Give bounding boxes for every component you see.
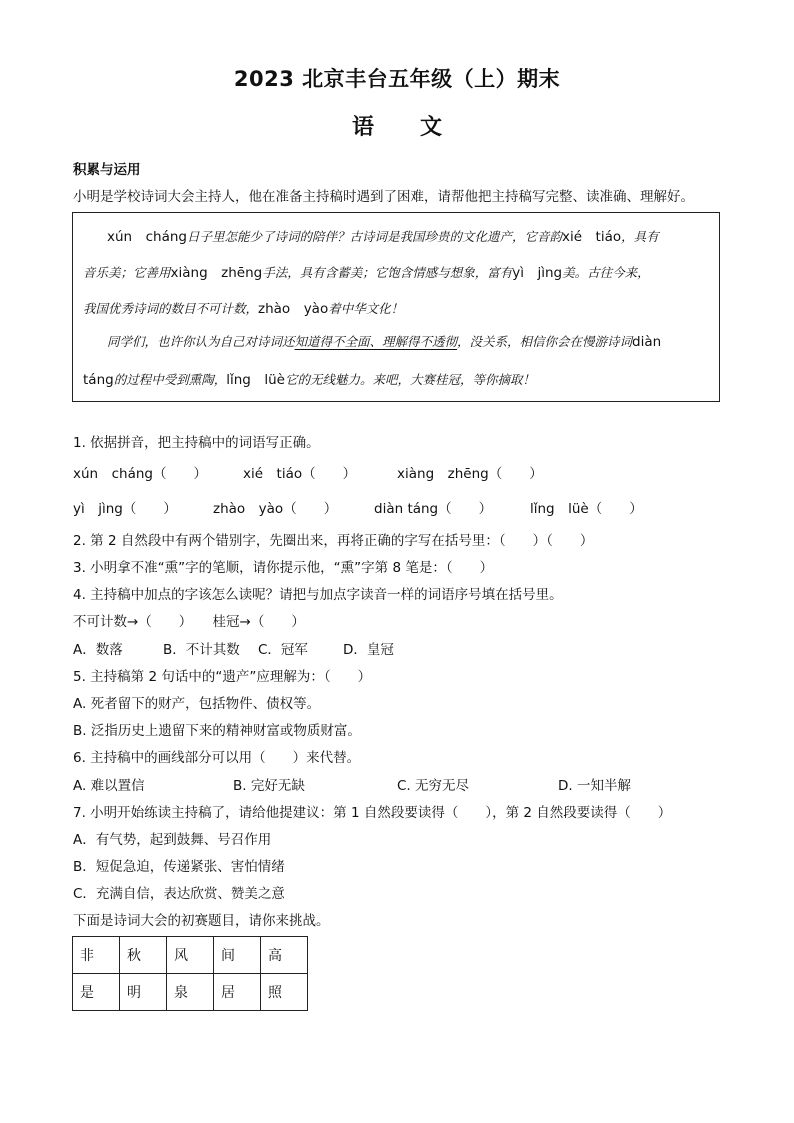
- subject-heading: [0, 110, 794, 141]
- question-3: 3. 小明拿不准“熏”字的笔顺，请你提示他，“熏”字第 8 笔是：（ ）: [73, 560, 494, 576]
- question-2: 2. 第 2 自然段中有两个错别字，先圈出来，再将正确的字写在括号里：（ ）（ ）: [73, 533, 594, 549]
- grid-cell: 居: [214, 974, 261, 1011]
- pinyin-blank: zhào yào: [258, 301, 329, 317]
- q1-item: yì jìng（ ）: [73, 501, 177, 517]
- passage-text: 日子里怎能少了诗词的陪伴？古诗词是我国珍贵的文化遗产，它音韵: [186, 229, 562, 244]
- pinyin-blank: yì jìng: [512, 265, 563, 281]
- question-5: 5. 主持稿第 2 句话中的“遗产”应理解为：（ ）: [73, 669, 372, 685]
- q1-item: diàn táng（ ）: [374, 501, 493, 517]
- passage-line-5: [83, 368, 535, 388]
- passage-text: 同学们，也许你认为自己对诗词还: [107, 334, 295, 349]
- q4-option: D．皇冠: [343, 642, 394, 658]
- grid-cell: 照: [261, 974, 308, 1011]
- q1-item: zhào yào（ ）: [213, 501, 338, 517]
- question-4: 4. 主持稿中加点的字该怎么读呢？请把与加点字读音一样的词语序号填在括号里。: [73, 587, 563, 603]
- passage-text: 手法，具有含蓄美；它饱含情感与想象，富有: [262, 265, 513, 280]
- passage-text: 它的无线魅力。来吧，大赛桂冠，等你摘取！: [284, 372, 535, 387]
- passage-line-3: [83, 297, 403, 317]
- q6-option: C. 无穷无尽: [397, 778, 470, 794]
- q4-option: B．不计其数: [163, 642, 240, 658]
- passage-line-4: [107, 332, 661, 350]
- passage-line-2: [83, 261, 650, 281]
- pinyin-blank: xiàng zhēng: [170, 265, 263, 281]
- subject-char-2: 文: [420, 115, 443, 140]
- grid-cell: 高: [261, 937, 308, 974]
- q1-item: lǐng lüè（ ）: [530, 501, 643, 517]
- question-1: 1. 依据拼音，把主持稿中的词语写正确。: [73, 435, 320, 451]
- passage-line-1: [107, 225, 659, 245]
- q5-option-a: A. 死者留下的财产，包括物件、债权等。: [73, 696, 321, 712]
- challenge-intro: 下面是诗词大会的初赛题目，请你来挑战。: [73, 913, 330, 929]
- passage-text: 着中华文化！: [328, 301, 404, 316]
- grid-cell: 明: [120, 974, 167, 1011]
- q1-item: xié tiáo（ ）: [243, 466, 357, 482]
- grid-cell: 泉: [167, 974, 214, 1011]
- grid-cell: 秋: [120, 937, 167, 974]
- grid-cell: 风: [167, 937, 214, 974]
- q7-option-c: C．充满自信，表达欣赏、赞美之意: [73, 886, 285, 902]
- grid-cell: 非: [73, 937, 120, 974]
- passage-text: 美。古往今来，: [562, 265, 650, 280]
- host-script-box: [72, 212, 720, 402]
- q6-option: A. 难以置信: [73, 778, 145, 794]
- passage-text: ，没关系，相信你会在慢游诗词: [457, 334, 633, 349]
- pinyin-blank: táng: [83, 372, 114, 388]
- pinyin-blank: xún cháng: [107, 229, 187, 245]
- section-heading: 积累与运用: [73, 162, 141, 178]
- q5-option-b: B. 泛指历史上遗留下来的精神财富或物质财富。: [73, 723, 361, 739]
- poem-character-grid: [72, 936, 308, 1011]
- q6-option: D. 一知半解: [558, 778, 631, 794]
- passage-text: 音乐美；它善用: [83, 265, 171, 280]
- q1-item: xiàng zhēng（ ）: [397, 466, 543, 482]
- q6-option: B. 完好无缺: [233, 778, 305, 794]
- passage-text: 我国优秀诗词的数目不可计数，: [83, 301, 259, 316]
- grid-row: [73, 974, 308, 1011]
- question-6: 6. 主持稿中的画线部分可以用（ ）来代替。: [73, 750, 361, 766]
- question-7: 7. 小明开始练读主持稿了，请给他提建议：第 1 自然段要读得（ ），第 2 自然段要读得（ ）: [73, 805, 672, 821]
- passage-text: 的过程中受到熏陶，: [113, 372, 227, 387]
- grid-cell: 是: [73, 974, 120, 1011]
- grid-row: [73, 937, 308, 974]
- underlined-phrase: 知道得不全面、理解得不透彻: [294, 334, 458, 349]
- passage-text: ，具有: [621, 229, 659, 244]
- pinyin-blank: xié tiáo: [562, 229, 622, 245]
- q1-item: xún cháng（ ）: [73, 466, 207, 482]
- pinyin-blank: lǐng lüè: [226, 372, 285, 388]
- page-title: 2023 北京丰台五年级（上）期末: [233, 67, 561, 91]
- subject-char-1: 语: [351, 115, 374, 140]
- q7-option-b: B．短促急迫，传递紧张、害怕情绪: [73, 859, 285, 875]
- grid-cell: 间: [214, 937, 261, 974]
- section-intro: 小明是学校诗词大会主持人，他在准备主持稿时遇到了困难，请帮他把主持稿写完整、读准确、理解好。: [73, 189, 694, 205]
- q4-option: C．冠军: [258, 642, 308, 658]
- q4-option: A．数落: [73, 642, 123, 658]
- q4-fill: 不可计数→（ ） 桂冠→（ ）: [73, 614, 305, 630]
- q7-option-a: A．有气势，起到鼓舞、号召作用: [73, 832, 272, 848]
- pinyin-blank: diàn: [632, 334, 662, 350]
